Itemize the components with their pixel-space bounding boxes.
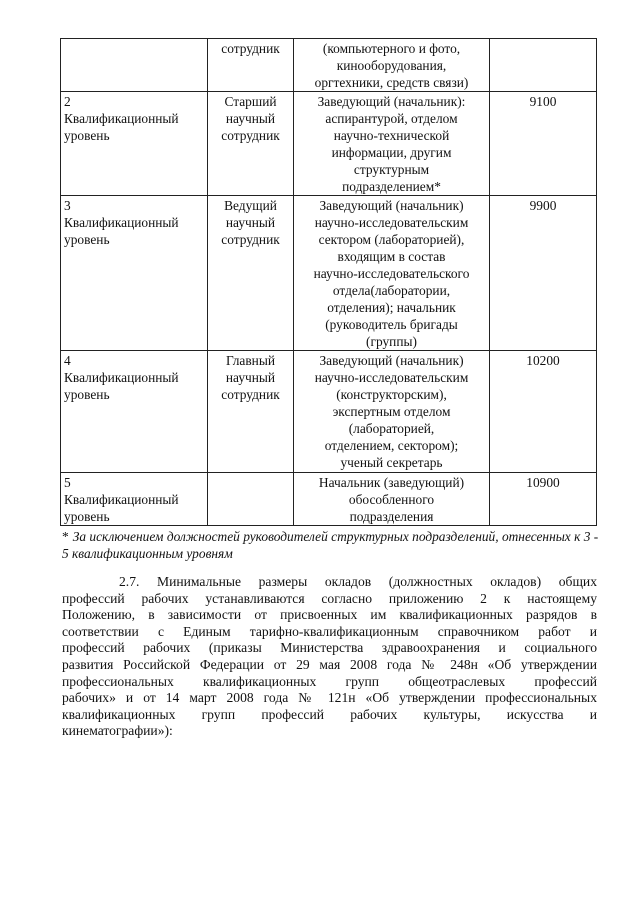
salary-cell: 10200: [490, 351, 597, 473]
head-positions-cell: Заведующий (начальник) научно-исследовательским сектором (лабораторией), входящим в состав научно-исследовательского отдела(лаборатории, отделения); начальник (руководитель бригады (группы): [294, 196, 490, 351]
level-cell: [61, 473, 208, 526]
head-positions-cell: Заведующий (начальник): аспирантурой, отделом научно-технической информации, другим структурным подразделением*: [294, 92, 490, 196]
paragraph-line: развития Российской Федерации от 29 мая 2008 года № 248н «Об утверждении: [62, 656, 597, 672]
section-paragraph: [62, 574, 597, 740]
paragraph-line: Положению, в зависимости от присвоенных им квалификационных разрядов в: [62, 607, 597, 623]
head-positions-cell: (компьютерного и фото, кинооборудования, оргтехники, средств связи): [294, 39, 490, 92]
position-cell: [208, 473, 294, 526]
salary-cell: [490, 39, 597, 92]
level-cell: [61, 351, 208, 473]
table-footnote: [62, 528, 602, 562]
paragraph-line: рабочих» и от 14 март 2008 года № 121н «Об утверждении профессиональных: [62, 690, 597, 706]
position-cell: Главный научный сотрудник: [208, 351, 294, 473]
position-cell: Ведущий научный сотрудник: [208, 196, 294, 351]
footnote-star: *: [62, 529, 69, 544]
salary-cell: 10900: [490, 473, 597, 526]
paragraph-line: соответствии с Единым тарифно-квалификационным справочником работ и: [62, 623, 597, 639]
paragraph-line: квалификационных групп профессий рабочих культуры, искусства и: [62, 706, 597, 722]
head-positions-cell: Начальник (заведующий) обособленного подразделения: [294, 473, 490, 526]
level-label: Квалификационный уровень: [64, 370, 179, 402]
table-row: [61, 39, 597, 92]
level-number: 4: [64, 353, 71, 368]
paragraph-line: кинематографии»):: [62, 723, 173, 739]
level-label: Квалификационный уровень: [64, 492, 179, 524]
footnote-text: За исключением должностей руководителей структурных подразделений, отнесенных к 3 - 5 квалификационным уровням: [62, 529, 599, 561]
position-cell: сотрудник: [208, 39, 294, 92]
level-label: Квалификационный уровень: [64, 111, 179, 143]
level-number: 5: [64, 475, 71, 490]
level-label: Квалификационный уровень: [64, 215, 179, 247]
paragraph-line: профессиональных квалификационных групп общеотраслевых профессий: [62, 673, 597, 689]
level-number: 2: [64, 94, 71, 109]
table-row: [61, 473, 597, 526]
table-row: [61, 196, 597, 351]
level-cell: [61, 39, 208, 92]
salary-cell: 9900: [490, 196, 597, 351]
table-row: [61, 351, 597, 473]
salary-cell: 9100: [490, 92, 597, 196]
table-row: [61, 92, 597, 196]
qualification-table: [60, 38, 597, 526]
position-cell: Старший научный сотрудник: [208, 92, 294, 196]
paragraph-line: профессий рабочих устанавливаются согласно приложению 2 к настоящему: [62, 590, 597, 606]
head-positions-cell: Заведующий (начальник) научно-исследовательским (конструкторским), экспертным отделом (лабораторией, отделением, сектором); ученый секретарь: [294, 351, 490, 473]
level-number: 3: [64, 198, 71, 213]
level-cell: [61, 196, 208, 351]
paragraph-line: профессий рабочих (приказы Министерства здравоохранения и социального: [62, 640, 597, 656]
level-cell: [61, 92, 208, 196]
paragraph-line: 2.7. Минимальные размеры окладов (должностных окладов) общих: [119, 574, 597, 589]
